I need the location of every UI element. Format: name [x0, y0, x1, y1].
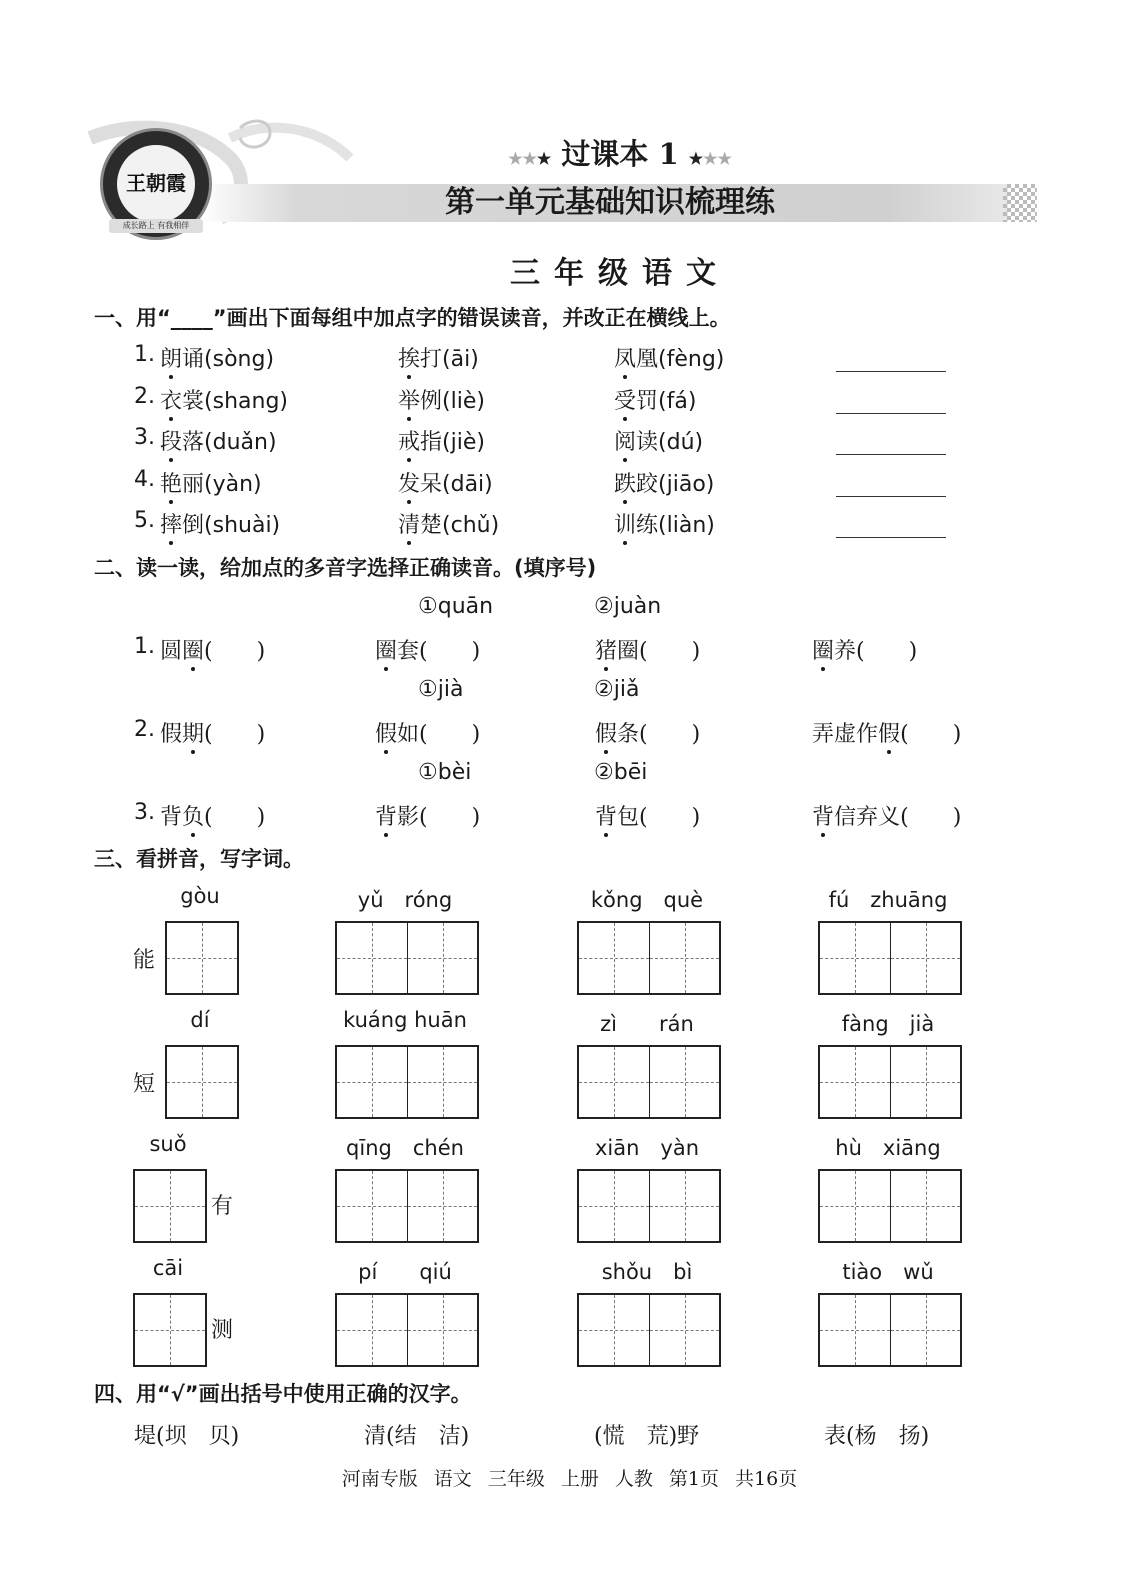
- tianzige-cell: [579, 1171, 649, 1241]
- section1-heading: 一、用“____”画出下面每组中加点字的错误读音，并改正在横线上。: [94, 306, 731, 330]
- word-with-pinyin: [160, 508, 280, 539]
- pinyin-label: gòu: [180, 884, 220, 908]
- writing-box[interactable]: [335, 1045, 479, 1119]
- writing-box[interactable]: [577, 1045, 721, 1119]
- publisher-logo: [100, 128, 212, 240]
- tianzige-cell: [407, 1295, 477, 1365]
- reading-option: ①bèi: [418, 760, 472, 785]
- answer-line[interactable]: [836, 413, 946, 414]
- polyphone-word[interactable]: 假如( ): [375, 717, 480, 748]
- reading-option: ②bēi: [594, 760, 648, 785]
- dotted-char: 训: [614, 508, 636, 539]
- word-with-pinyin: [160, 467, 262, 498]
- tianzige-cell: [337, 1171, 407, 1241]
- question-number: 3.: [134, 800, 155, 825]
- star-icon: ★★: [703, 149, 732, 168]
- dotted-char: 发: [398, 467, 420, 498]
- dotted-char: 挨: [398, 342, 420, 373]
- word-with-pinyin: [614, 342, 724, 373]
- tianzige-cell: [820, 1047, 890, 1117]
- dotted-char: 戒: [398, 425, 420, 456]
- char: 例: [420, 388, 443, 414]
- word-with-pinyin: [398, 425, 485, 456]
- dotted-char: 段: [160, 425, 182, 456]
- tianzige-cell: [407, 1171, 477, 1241]
- tianzige-cell: [649, 1047, 719, 1117]
- dotted-char: 举: [398, 384, 420, 415]
- polyphone-word[interactable]: 假条( ): [595, 717, 700, 748]
- dotted-char: 清: [398, 508, 420, 539]
- tianzige-cell: [820, 1171, 890, 1241]
- char: 裳: [182, 388, 205, 414]
- writing-box[interactable]: [818, 921, 962, 995]
- writing-box[interactable]: [335, 921, 479, 995]
- pinyin-label: shǒu bì: [601, 1260, 693, 1284]
- pinyin-label: kǒng què: [590, 888, 704, 912]
- pinyin-label: xiān yàn: [594, 1136, 700, 1160]
- logo-name: 王朝霞: [126, 171, 186, 195]
- word-with-pinyin: [398, 508, 499, 539]
- pinyin: (dú): [658, 430, 704, 455]
- pinyin: (sòng): [204, 347, 275, 372]
- tianzige-cell: [337, 923, 407, 993]
- tianzige-cell: [407, 1047, 477, 1117]
- tianzige-cell: [167, 923, 237, 993]
- dotted-char: 受: [614, 384, 636, 415]
- pinyin: (liè): [442, 388, 485, 414]
- char-choice[interactable]: 堤(坝 贝): [134, 1424, 240, 1449]
- writing-box[interactable]: [335, 1293, 479, 1367]
- char: 跤: [636, 471, 659, 497]
- given-char: 有: [211, 1194, 234, 1219]
- dotted-char: 阅: [614, 425, 636, 456]
- tianzige-cell: [167, 1047, 237, 1117]
- pinyin-label: suǒ: [149, 1132, 187, 1156]
- word-with-pinyin: [398, 467, 493, 498]
- polyphone-word[interactable]: 圈套( ): [375, 634, 480, 665]
- writing-box[interactable]: [133, 1293, 207, 1367]
- polyphone-word[interactable]: 猪圈( ): [595, 634, 700, 665]
- tianzige-cell: [820, 1295, 890, 1365]
- pinyin-label: tiào wǔ: [842, 1260, 934, 1284]
- writing-box[interactable]: [818, 1293, 962, 1367]
- dotted-char: 跌: [614, 467, 636, 498]
- char-choice[interactable]: 清(结 洁): [364, 1424, 470, 1449]
- pinyin-label: cāi: [152, 1256, 184, 1280]
- polyphone-word[interactable]: 圆圈( ): [160, 634, 265, 665]
- pinyin: (yàn): [204, 471, 262, 497]
- word-with-pinyin: [160, 384, 288, 415]
- writing-box[interactable]: [165, 921, 239, 995]
- char-choice[interactable]: 表(杨 扬): [824, 1424, 930, 1449]
- logo-ribbon: 成长路上 有我相伴: [109, 219, 203, 233]
- tianzige-cell: [890, 1295, 960, 1365]
- pinyin-label: kuáng huān: [343, 1008, 467, 1032]
- question-number: 2.: [134, 383, 155, 409]
- tianzige-cell: [649, 1295, 719, 1365]
- pinyin-label: pí qiú: [358, 1260, 452, 1284]
- writing-box[interactable]: [133, 1169, 207, 1243]
- answer-line[interactable]: [836, 454, 946, 455]
- tianzige-cell: [649, 1171, 719, 1241]
- dotted-char: 朗: [160, 342, 182, 373]
- pinyin-label: hù xiāng: [835, 1136, 941, 1160]
- answer-line[interactable]: [836, 537, 946, 538]
- polyphone-word[interactable]: 弄虚作假( ): [812, 717, 961, 748]
- tianzige-cell: [337, 1295, 407, 1365]
- writing-box[interactable]: [577, 921, 721, 995]
- star-icon: ★: [536, 149, 552, 168]
- polyphone-word[interactable]: 背影( ): [375, 800, 480, 831]
- char: 落: [182, 430, 205, 455]
- writing-box[interactable]: [818, 1169, 962, 1243]
- pinyin: (fèng): [658, 347, 725, 372]
- star-icon: ★: [688, 149, 704, 168]
- pinyin: (liàn): [658, 513, 715, 538]
- word-with-pinyin: [160, 342, 274, 373]
- polyphone-word[interactable]: 背包( ): [595, 800, 700, 831]
- answer-line[interactable]: [836, 371, 946, 372]
- tianzige-cell: [649, 923, 719, 993]
- pinyin-label: fú zhuāng: [828, 888, 948, 912]
- word-with-pinyin: [614, 467, 714, 498]
- question-number: 5.: [134, 508, 155, 533]
- given-char: 能: [133, 948, 156, 973]
- char: 楚: [420, 513, 443, 538]
- pinyin-label: dí: [190, 1008, 210, 1032]
- tianzige-cell: [407, 923, 477, 993]
- dotted-char: 凤: [614, 342, 636, 373]
- char: 打: [420, 347, 443, 372]
- answer-line[interactable]: [836, 496, 946, 497]
- char: 练: [636, 513, 659, 538]
- pinyin: (duǎn): [204, 430, 277, 455]
- dotted-char: 艳: [160, 467, 182, 498]
- question-number: 4.: [134, 466, 155, 492]
- tianzige-cell: [135, 1171, 205, 1241]
- pinyin-label: yǔ róng: [357, 888, 453, 912]
- word-with-pinyin: [614, 425, 703, 456]
- polyphone-word[interactable]: 圈养( ): [812, 634, 917, 665]
- pinyin-label: fàng jià: [841, 1012, 935, 1036]
- char: 读: [636, 430, 659, 455]
- char: 指: [420, 430, 443, 455]
- given-char: 短: [133, 1072, 156, 1097]
- tianzige-cell: [890, 923, 960, 993]
- writing-box[interactable]: [165, 1045, 239, 1119]
- pinyin: (dāi): [442, 471, 493, 497]
- page-footer: 河南专版 语文 三年级 上册 人教 第1页 共16页: [341, 1468, 798, 1490]
- section3-heading: 三、看拼音，写字词。: [94, 847, 304, 871]
- question-number: 3.: [134, 425, 155, 450]
- char: 倒: [182, 513, 205, 538]
- polyphone-word[interactable]: 背负( ): [160, 800, 265, 831]
- subject-title: 三年级语文: [510, 256, 730, 291]
- banner-pattern: [1003, 184, 1037, 222]
- tianzige-cell: [890, 1047, 960, 1117]
- tianzige-cell: [579, 1295, 649, 1365]
- writing-box[interactable]: [577, 1169, 721, 1243]
- word-with-pinyin: [614, 508, 715, 539]
- writing-box[interactable]: [818, 1045, 962, 1119]
- pinyin-label: zì rán: [600, 1012, 694, 1036]
- tianzige-cell: [579, 1047, 649, 1117]
- pinyin: (jiè): [442, 430, 485, 455]
- dotted-char: 摔: [160, 508, 182, 539]
- section2-heading: 二、读一读，给加点的多音字选择正确读音。(填序号): [94, 556, 597, 580]
- series-title-text: 过课本 1: [561, 137, 679, 171]
- tianzige-cell: [337, 1047, 407, 1117]
- tianzige-cell: [579, 923, 649, 993]
- char: 罚: [636, 388, 659, 414]
- pinyin: (shang): [204, 388, 288, 414]
- char: 呆: [420, 471, 443, 497]
- pinyin: (shuài): [204, 513, 281, 538]
- pinyin: (fá): [658, 388, 697, 414]
- writing-box[interactable]: [577, 1293, 721, 1367]
- star-icon: ★★: [508, 149, 537, 168]
- pinyin: (āi): [442, 347, 479, 372]
- tianzige-cell: [135, 1295, 205, 1365]
- dotted-char: 衣: [160, 384, 182, 415]
- series-title: [420, 132, 820, 173]
- word-with-pinyin: [398, 384, 485, 415]
- section4-heading: 四、用“√”画出括号中使用正确的汉字。: [94, 1382, 472, 1406]
- polyphone-word[interactable]: 假期( ): [160, 717, 265, 748]
- unit-title: 第一单元基础知识梳理练: [445, 185, 775, 220]
- char: 诵: [182, 347, 205, 372]
- char: 凰: [636, 347, 659, 372]
- reading-option: ②jiǎ: [594, 677, 640, 702]
- reading-option: ①quān: [418, 594, 494, 619]
- question-number: 2.: [134, 717, 155, 742]
- char-choice[interactable]: (慌 荒)野: [594, 1424, 700, 1449]
- writing-box[interactable]: [335, 1169, 479, 1243]
- question-number: 1.: [134, 342, 155, 367]
- tianzige-cell: [820, 923, 890, 993]
- reading-option: ①jià: [418, 677, 464, 702]
- polyphone-word[interactable]: 背信弃义( ): [812, 800, 961, 831]
- given-char: 测: [211, 1318, 234, 1343]
- question-number: 1.: [134, 634, 155, 659]
- pinyin: (jiāo): [658, 471, 715, 497]
- pinyin: (chǔ): [442, 513, 500, 538]
- word-with-pinyin: [398, 342, 479, 373]
- reading-option: ②juàn: [594, 594, 662, 619]
- word-with-pinyin: [160, 425, 277, 456]
- word-with-pinyin: [614, 384, 696, 415]
- tianzige-cell: [890, 1171, 960, 1241]
- pinyin-label: qīng chén: [346, 1136, 464, 1160]
- char: 丽: [182, 471, 205, 497]
